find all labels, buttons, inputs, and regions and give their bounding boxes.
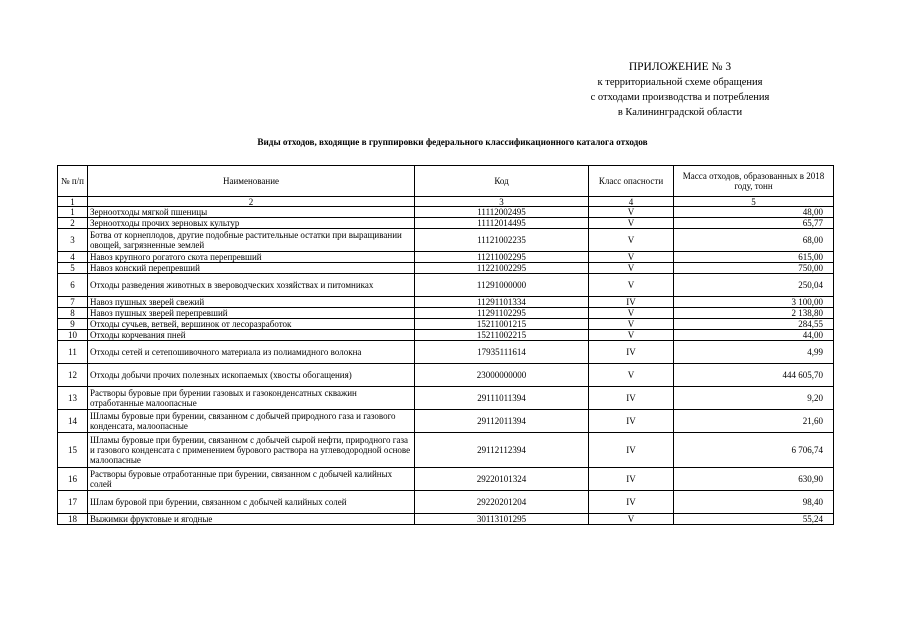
waste-code: 29112011394 — [415, 410, 589, 433]
waste-mass: 4,99 — [674, 341, 834, 364]
row-number: 16 — [58, 468, 88, 491]
hazard-class: V — [589, 514, 674, 525]
column-number: 2 — [88, 197, 415, 207]
table-row — [58, 491, 834, 514]
table-header-row — [58, 166, 834, 197]
waste-code: 11291102295 — [415, 308, 589, 319]
hazard-class: V — [589, 274, 674, 297]
waste-name: Отходы корчевания пней — [88, 330, 415, 341]
table-row — [58, 297, 834, 308]
waste-mass: 68,00 — [674, 229, 834, 252]
column-numbers-row — [58, 197, 834, 207]
waste-mass: 750,00 — [674, 263, 834, 274]
waste-name: Выжимки фруктовые и ягодные — [88, 514, 415, 525]
waste-table — [57, 165, 834, 525]
waste-mass: 65,77 — [674, 218, 834, 229]
hazard-class: V — [589, 330, 674, 341]
waste-mass: 44,00 — [674, 330, 834, 341]
waste-mass: 2 138,80 — [674, 308, 834, 319]
column-header-hazard-class: Класс опасности — [589, 166, 674, 197]
waste-mass: 284,55 — [674, 319, 834, 330]
hazard-class: IV — [589, 468, 674, 491]
row-number: 14 — [58, 410, 88, 433]
column-header-name: Наименование — [88, 166, 415, 197]
table-row — [58, 207, 834, 218]
hazard-class: IV — [589, 297, 674, 308]
column-header-code: Код — [415, 166, 589, 197]
waste-name: Навоз пушных зверей перепревший — [88, 308, 415, 319]
row-number: 11 — [58, 341, 88, 364]
waste-code: 11291101334 — [415, 297, 589, 308]
waste-mass: 98,40 — [674, 491, 834, 514]
waste-name: Навоз конский перепревший — [88, 263, 415, 274]
waste-code: 11221002295 — [415, 263, 589, 274]
waste-mass: 6 706,74 — [674, 433, 834, 468]
waste-mass: 55,24 — [674, 514, 834, 525]
row-number: 10 — [58, 330, 88, 341]
table-row — [58, 387, 834, 410]
column-number: 4 — [589, 197, 674, 207]
table-row — [58, 514, 834, 525]
hazard-class: V — [589, 229, 674, 252]
waste-code: 11121002235 — [415, 229, 589, 252]
waste-code: 29112112394 — [415, 433, 589, 468]
appendix-line-1: к территориальной схеме обращения — [597, 77, 763, 88]
waste-code: 11112002495 — [415, 207, 589, 218]
hazard-class: IV — [589, 433, 674, 468]
waste-code: 29220101324 — [415, 468, 589, 491]
waste-code: 15211002215 — [415, 330, 589, 341]
row-number: 5 — [58, 263, 88, 274]
column-header-number: № п/п — [58, 166, 88, 197]
waste-name: Шламы буровые при бурении, связанном с добычей сырой нефти, природного газа и газового конденсата с применением бурового раствора на углеводородной основе малоопасные — [88, 433, 415, 468]
waste-name: Навоз крупного рогатого скота перепревший — [88, 252, 415, 263]
waste-code: 11211002295 — [415, 252, 589, 263]
table-row — [58, 468, 834, 491]
hazard-class: V — [589, 218, 674, 229]
row-number: 15 — [58, 433, 88, 468]
waste-mass: 444 605,70 — [674, 364, 834, 387]
column-number: 3 — [415, 197, 589, 207]
table-row — [58, 218, 834, 229]
waste-code: 30113101295 — [415, 514, 589, 525]
appendix-number: ПРИЛОЖЕНИЕ № 3 — [628, 61, 732, 73]
hazard-class: V — [589, 207, 674, 218]
row-number: 2 — [58, 218, 88, 229]
row-number: 1 — [58, 207, 88, 218]
table-row — [58, 252, 834, 263]
column-header-mass: Масса отходов, образованных в 2018 году, тонн — [674, 166, 834, 197]
waste-mass: 3 100,00 — [674, 297, 834, 308]
hazard-class: IV — [589, 387, 674, 410]
row-number: 3 — [58, 229, 88, 252]
waste-name: Зерноотходы мягкой пшеницы — [88, 207, 415, 218]
waste-code: 11291000000 — [415, 274, 589, 297]
waste-mass: 48,00 — [674, 207, 834, 218]
table-row — [58, 308, 834, 319]
waste-code: 11112014495 — [415, 218, 589, 229]
hazard-class: V — [589, 308, 674, 319]
waste-mass: 250,04 — [674, 274, 834, 297]
hazard-class: V — [589, 263, 674, 274]
waste-name: Растворы буровые отработанные при бурении, связанном с добычей калийных солей — [88, 468, 415, 491]
row-number: 13 — [58, 387, 88, 410]
waste-mass: 21,60 — [674, 410, 834, 433]
table-row — [58, 319, 834, 330]
table-row — [58, 229, 834, 252]
hazard-class: V — [589, 252, 674, 263]
row-number: 9 — [58, 319, 88, 330]
waste-name: Отходы добычи прочих полезных ископаемых (хвосты обогащения) — [88, 364, 415, 387]
waste-code: 23000000000 — [415, 364, 589, 387]
row-number: 12 — [58, 364, 88, 387]
waste-mass: 9,20 — [674, 387, 834, 410]
waste-name: Отходы сетей и сетепошивочного материала из полиамидного волокна — [88, 341, 415, 364]
appendix-header — [560, 60, 800, 120]
appendix-line-3: в Калининградской области — [617, 107, 743, 118]
column-number: 5 — [674, 197, 834, 207]
waste-name: Шлам буровой при бурении, связанном с добычей калийных солей — [88, 491, 415, 514]
waste-name: Растворы буровые при бурении газовых и газоконденсатных скважин отработанные малоопасные — [88, 387, 415, 410]
waste-name: Зерноотходы прочих зерновых культур — [88, 218, 415, 229]
appendix-line-2: с отходами производства и потребления — [590, 92, 770, 103]
table-row — [58, 433, 834, 468]
table-row — [58, 364, 834, 387]
waste-name: Ботва от корнеплодов, другие подобные растительные остатки при выращивании овощей, загрязненные землей — [88, 229, 415, 252]
row-number: 4 — [58, 252, 88, 263]
column-number: 1 — [58, 197, 88, 207]
waste-mass: 630,90 — [674, 468, 834, 491]
table-row — [58, 330, 834, 341]
hazard-class: IV — [589, 491, 674, 514]
hazard-class: V — [589, 364, 674, 387]
waste-name: Отходы разведения животных в звероводческих хозяйствах и питомниках — [88, 274, 415, 297]
waste-mass: 615,00 — [674, 252, 834, 263]
hazard-class: IV — [589, 341, 674, 364]
waste-code: 15211001215 — [415, 319, 589, 330]
row-number: 18 — [58, 514, 88, 525]
table-row — [58, 341, 834, 364]
table-row — [58, 263, 834, 274]
waste-code: 29220201204 — [415, 491, 589, 514]
hazard-class: IV — [589, 410, 674, 433]
row-number: 8 — [58, 308, 88, 319]
row-number: 6 — [58, 274, 88, 297]
row-number: 7 — [58, 297, 88, 308]
waste-code: 29111011394 — [415, 387, 589, 410]
table-row — [58, 274, 834, 297]
table-row — [58, 410, 834, 433]
waste-name: Шламы буровые при бурении, связанном с добычей природного газа и газового конденсата, малоопасные — [88, 410, 415, 433]
waste-name: Навоз пушных зверей свежий — [88, 297, 415, 308]
waste-name: Отходы сучьев, ветвей, вершинок от лесоразработок — [88, 319, 415, 330]
row-number: 17 — [58, 491, 88, 514]
waste-code: 17935111614 — [415, 341, 589, 364]
document-title: Виды отходов, входящие в группировки федерального классификационного каталога отходов — [257, 137, 648, 147]
hazard-class: V — [589, 319, 674, 330]
